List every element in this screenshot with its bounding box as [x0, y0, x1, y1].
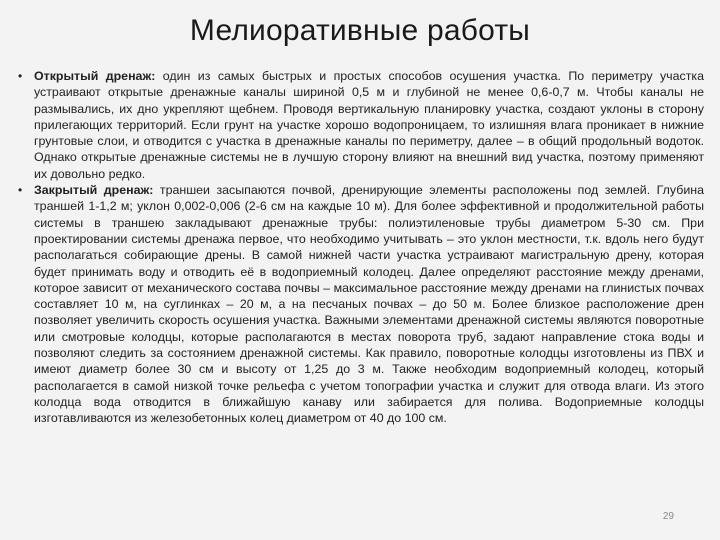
bullet-text: траншеи засыпаются почвой, дренирующие элементы расположены под землей. Глубина траншей 1-1,2 м; уклон 0,002-0,006 (2-6 см на каждые 10 м). Для более эффективной и продолжительной работы системы в траншею закладывают дренажные трубы: полиэтиленовые трубы диаметром 5-30 см. При проектировании системы дренажа первое, что необходимо учитывать – это уклон местности, т.к. вдоль него будут располагаться собирающие дрены. В самой нижней части участка устраивают магистральную дрену, которая будет принимать воду и отводить её в водоприемный колодец. Далее определяют расстояние между дренами, которое зависит от механического состава почвы – максимальное расстояние между дренами на глинистых почвах составляет 10 м, на суглинках – 20 м, а на песчаных почвах – до 50 м. Более близкое расположение дрен позволяет увеличить скорость осушения участка. Важными элементами дренажной системы являются поворотные или смотровые колодцы, которые располагаются в местах поворота труб, задают направление стока воды и позволяют следить за состоянием дренажной системы. Как правило, поворотные колодцы изготовлены из ПВХ и имеют диаметр более 30 см и высоту от 1,25 до 3 м. Также необходим водоприемный колодец, который располагается в самой низкой точке рельефа с учетом топографии участка и служит для отвода влаги. Из этого колодца вода отводится в ближайшую канаву или забирается для полива. Водоприемные колодцы изготавливаются из железобетонных колец диаметром от 40 до 100 см.	[34, 183, 704, 426]
slide-content	[14, 68, 704, 427]
bullet-dot-icon: •	[18, 69, 23, 83]
bullet-term: Закрытый дренаж:	[34, 183, 154, 198]
page-number: 29	[662, 511, 674, 522]
bullet-open-drainage	[14, 68, 704, 182]
bullet-list	[14, 68, 704, 427]
bullet-closed-drainage	[14, 182, 704, 426]
slide-title: Мелиоративные работы	[189, 14, 531, 47]
bullet-term: Открытый дренаж:	[34, 69, 156, 83]
bullet-text: один из самых быстрых и простых способов осушения участка. По периметру участка устраивают открытые дренажные каналы шириной 0,5 м и глубиной не менее 0,6-0,7 м. Чтобы каналы не размывались, их дно укрепляют щебнем. Проводя вертикальную планировку участка, создают уклоны в сторону прилегающих территорий. Если грунт на участке хорошо водопроницаем, то излишняя влага проникает в нижние грунтовые слои, и отводится с участка в дренажные каналы по периметру, далее – в общий продольный водоток. Однако открытые дренажные системы не в лучшую сторону влияют на внешний вид участка, поэтому применяют их довольно редко.	[34, 69, 704, 181]
bullet-dot-icon: •	[18, 183, 23, 198]
